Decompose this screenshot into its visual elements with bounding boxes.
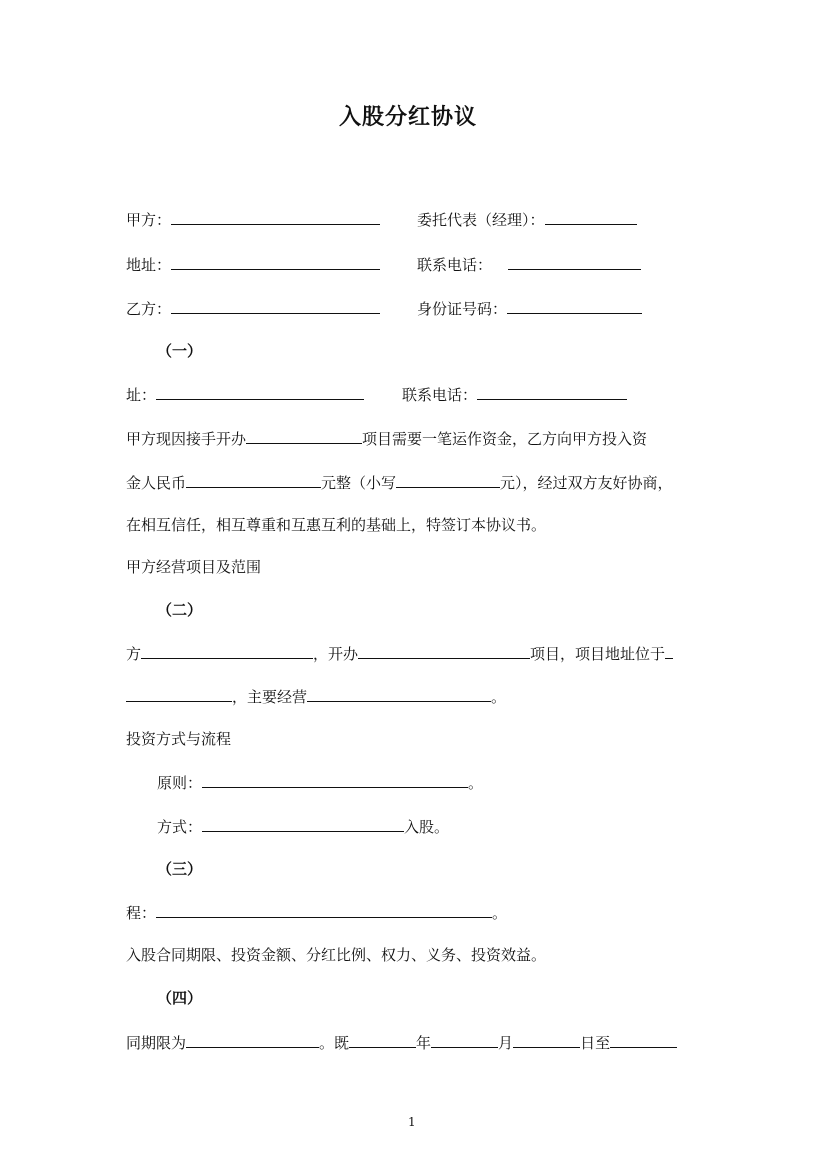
- party-b-label: 乙方：: [126, 300, 172, 318]
- para1-text-e: 元），经过双方友好协商，: [500, 474, 673, 492]
- phone-2-label: 联系电话：: [402, 386, 478, 404]
- period-line: [126, 1032, 677, 1053]
- principle-end: 。: [468, 774, 484, 792]
- terms-line: 入股合同期限、投资金额、分红比例、权力、义务、投资效益。: [126, 946, 547, 964]
- start-day-blank[interactable]: [513, 1032, 580, 1048]
- para2-text-e: 。: [491, 688, 507, 706]
- start-month-blank[interactable]: [431, 1032, 498, 1048]
- invest-heading: 投资方式与流程: [126, 730, 232, 748]
- paragraph-1-line-1: [126, 428, 647, 449]
- amount-words-blank[interactable]: [186, 472, 321, 488]
- para1-text-a: 甲方现因接手开办: [126, 430, 247, 448]
- phone-line: [417, 254, 641, 275]
- location-blank[interactable]: [126, 686, 232, 702]
- address-label: 地址：: [126, 256, 172, 274]
- section-4-heading: （四）: [157, 989, 203, 1007]
- para1-text-d: 元整（小写: [321, 474, 397, 492]
- party-a-label: 甲方：: [126, 211, 172, 229]
- party-a-line: [126, 209, 380, 230]
- project-blank[interactable]: [358, 643, 530, 659]
- section-2-heading: （二）: [157, 601, 203, 619]
- paragraph-2-line-2: [126, 686, 506, 707]
- phone-2-line: [402, 384, 627, 405]
- page-number: 1: [408, 1115, 416, 1129]
- business-blank[interactable]: [307, 686, 491, 702]
- principle-blank[interactable]: [202, 772, 468, 788]
- paragraph-2-line-1: [126, 643, 673, 664]
- phone-2-blank[interactable]: [477, 384, 627, 400]
- scope-heading: 甲方经营项目及范围: [126, 558, 262, 576]
- address-line: [126, 254, 380, 275]
- principle-label: 原则：: [157, 774, 203, 792]
- representative-label: 委托代表（经理）：: [417, 211, 545, 229]
- process-end: 。: [492, 904, 508, 922]
- para2-text-c: 项目，项目地址位于: [530, 645, 666, 663]
- address-2-blank[interactable]: [156, 384, 364, 400]
- para2-text-b: ，开办: [313, 645, 359, 663]
- para1-text-b: 项目需要一笔运作资金，乙方向甲方投入资: [362, 430, 648, 448]
- period-blank[interactable]: [186, 1032, 319, 1048]
- para2-text-a: 方: [126, 645, 142, 663]
- end-date-blank[interactable]: [610, 1032, 677, 1048]
- project-name-blank[interactable]: [246, 428, 362, 444]
- period-text-c: 年: [416, 1034, 432, 1052]
- paragraph-1-line-3: 在相互信任，相互尊重和互惠互利的基础上，特签订本协议书。: [126, 516, 547, 534]
- party-b-line: [126, 298, 380, 319]
- id-number-label: 身份证号码：: [417, 300, 508, 318]
- representative-blank[interactable]: [545, 209, 637, 225]
- id-number-blank[interactable]: [507, 298, 642, 314]
- period-text-e: 日至: [580, 1034, 611, 1052]
- method-line: [157, 816, 449, 837]
- process-line: [126, 902, 507, 923]
- address-blank[interactable]: [171, 254, 380, 270]
- method-end: 入股。: [404, 818, 450, 836]
- process-label: 程：: [126, 904, 157, 922]
- section-1-heading: （一）: [157, 342, 203, 360]
- location-blank-start[interactable]: [665, 643, 673, 659]
- amount-figures-blank[interactable]: [396, 472, 500, 488]
- id-number-line: [417, 298, 642, 319]
- page-title: 入股分红协议: [339, 104, 478, 130]
- section-3-heading: （三）: [157, 860, 203, 878]
- period-text-b: 。既: [319, 1034, 350, 1052]
- period-text-a: 同期限为: [126, 1034, 187, 1052]
- process-blank[interactable]: [156, 902, 492, 918]
- representative-line: [417, 209, 637, 230]
- method-label: 方式：: [157, 818, 203, 836]
- paragraph-1-line-2: [126, 472, 673, 493]
- principle-line: [157, 772, 483, 793]
- start-year-blank[interactable]: [349, 1032, 416, 1048]
- para2-text-d: ，主要经营: [232, 688, 308, 706]
- para1-text-c: 金人民币: [126, 474, 187, 492]
- address-2-line: [126, 384, 364, 405]
- address-2-label: 址：: [126, 386, 157, 404]
- party-a-blank[interactable]: [171, 209, 380, 225]
- phone-label: 联系电话：: [417, 256, 493, 274]
- method-blank[interactable]: [202, 816, 404, 832]
- party-b-blank[interactable]: [171, 298, 380, 314]
- phone-blank[interactable]: [508, 254, 641, 270]
- period-text-d: 月: [498, 1034, 514, 1052]
- party-blank[interactable]: [141, 643, 313, 659]
